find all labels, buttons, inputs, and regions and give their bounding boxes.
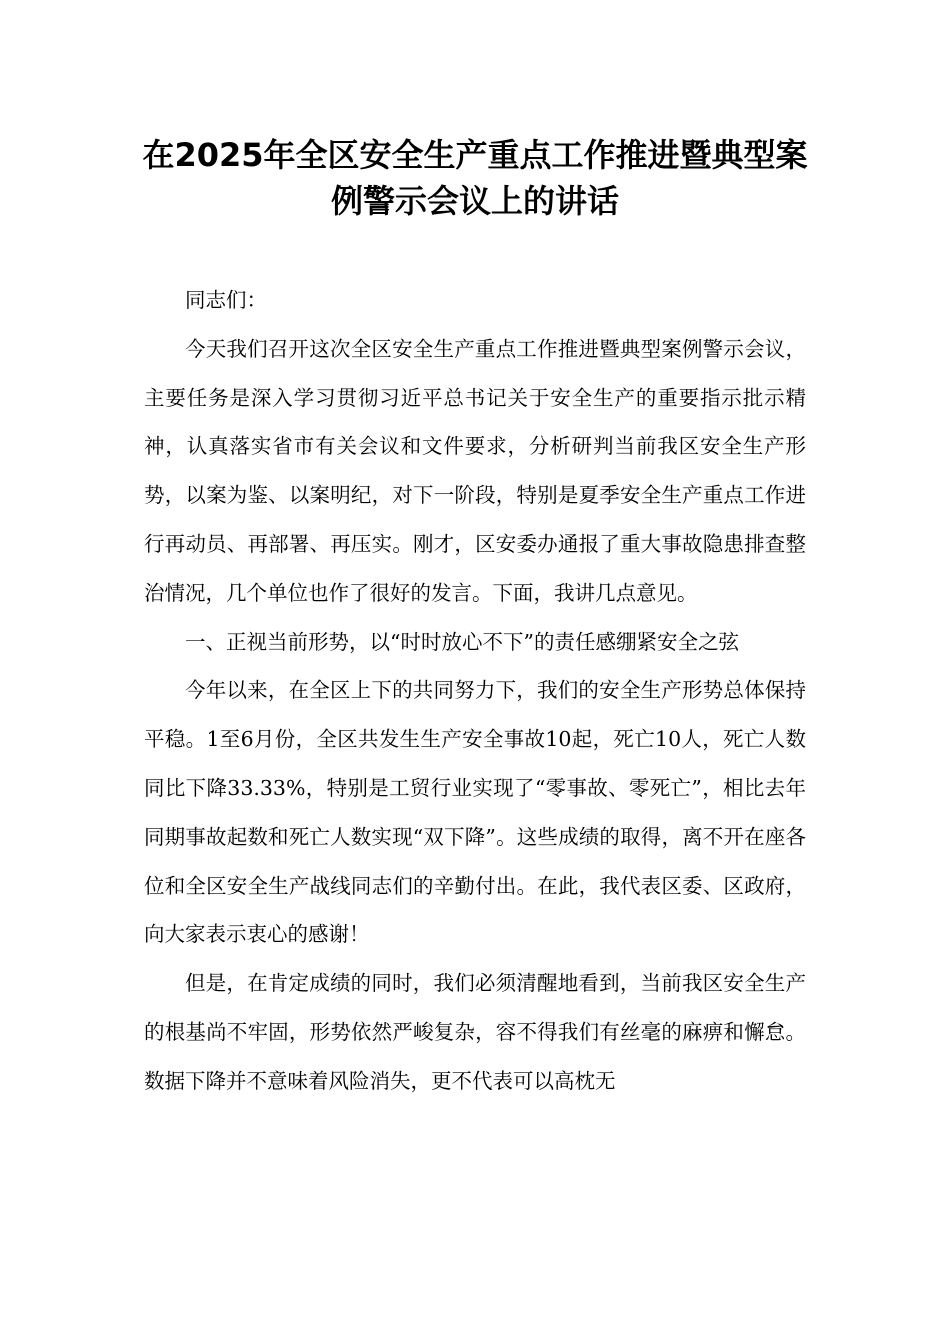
salutation: 同志们： [185, 288, 267, 312]
paragraph-achievements: 今年以来，在全区上下的共同努力下，我们的安全生产形势总体保持平稳。1至6月份，全区共发生生产安全事故10起，死亡10人，死亡人数同比下降33.33%，特别是工贸行业实现了“零事故、零死亡”，相比去年同期事故起数和死亡人数实现“双下降”。这些成绩的取得，离不开在座各位和全区安全生产战线同志们的辛勤付出。在此，我代表区委、区政府，向大家表示衷心的感谢！ [144, 678, 806, 947]
section-heading-1: 一、正视当前形势，以“时时放心不下”的责任感绷紧安全之弦 [185, 629, 739, 654]
paragraph-intro: 今天我们召开这次全区安全生产重点工作推进暨典型案例警示会议，主要任务是深入学习贯彻习近平总书记关于安全生产的重要指示批示精神，认真落实省市有关会议和文件要求，分析研判当前我区安全生产形势，以案为鉴、以案明纪，对下一阶段，特别是夏季安全生产重点工作进行再动员、再部署、再压实。刚才，区安委办通报了重大事故隐患排查整治情况，几个单位也作了很好的发言。下面，我讲几点意见。 [144, 336, 806, 605]
document-title: 在2025年全区安全生产重点工作推进暨典型案例警示会议上的讲话 [142, 136, 808, 220]
document-body [144, 276, 806, 1106]
paragraph-risks: 但是，在肯定成绩的同时，我们必须清醒地看到，当前我区安全生产的根基尚不牢固，形势依然严峻复杂，容不得我们有丝毫的麻痹和懈怠。数据下降并不意味着风险消失，更不代表可以高枕无 [144, 971, 806, 1093]
